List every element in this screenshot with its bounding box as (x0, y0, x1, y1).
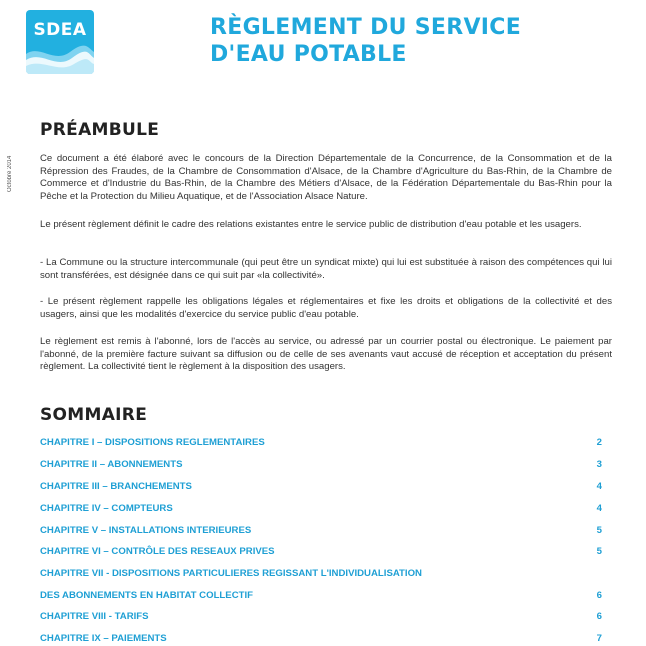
toc-item-label[interactable]: CHAPITRE I – DISPOSITIONS REGLEMENTAIRES (40, 437, 265, 448)
preambule-paragraph: - La Commune ou la structure intercommunale (qui peut être un syndicat mixte) qui lui est substituée à raison des compétences qui lui sont transférées, est désignée dans ce qui suit par «la collectivité». (40, 257, 612, 281)
toc-item-page: 6 (596, 611, 602, 622)
toc-item-page: 3 (596, 459, 602, 470)
toc-item-page: 4 (596, 503, 602, 514)
toc-item-page: 4 (596, 481, 602, 492)
toc-item-page: 5 (596, 525, 602, 536)
title-line-1: RÈGLEMENT DU SERVICE (210, 15, 522, 40)
preambule-heading: PRÉAMBULE (40, 120, 160, 140)
toc-item-label[interactable]: CHAPITRE IX – PAIEMENTS (40, 633, 167, 644)
toc-item-page: 6 (596, 590, 602, 601)
document-title (210, 14, 630, 68)
title-line-2: D'EAU POTABLE (210, 42, 407, 67)
preambule-paragraph: Le règlement est remis à l'abonné, lors de l'accès au service, ou adressé par un courrier postal ou électronique. Le paiement par l'abonné, de la première facture suivant sa diffusion ou de celle de ses avenants vaut accusé de réception et acceptation du présent règlement. La collectivité tient le règlement à la disposition des usagers. (40, 336, 612, 373)
toc-item-label[interactable]: CHAPITRE VIII - TARIFS (40, 611, 149, 622)
toc-item[interactable] (40, 503, 602, 519)
toc-item-label[interactable]: CHAPITRE V – INSTALLATIONS INTERIEURES (40, 525, 252, 536)
toc-item[interactable] (40, 481, 602, 497)
toc-item[interactable] (40, 568, 602, 584)
toc-item[interactable] (40, 633, 602, 646)
toc-item[interactable] (40, 611, 602, 627)
toc-item-label[interactable]: CHAPITRE II – ABONNEMENTS (40, 459, 183, 470)
preambule-paragraph: Ce document a été élaboré avec le concours de la Direction Départementale de la Concurrence, de la Consommation et de la Répression des Fraudes, de la Chambre de Consommation d'Alsace, de la Chambre d'Agriculture du Bas-Rhin, de la Chambre de Commerce et d'Industrie du Bas-Rhin, de la Chambre des Métiers d'Alsace, de la Fédération Départementale du Bas-Rhin pour la Pêche et la Protection du Milieu Aquatique, et de l'Association Alsace Nature. (40, 153, 612, 202)
toc-item-page: 7 (596, 633, 602, 644)
toc-item-label[interactable]: DES ABONNEMENTS EN HABITAT COLLECTIF (40, 590, 254, 601)
toc-item-page: 2 (596, 437, 602, 448)
toc-item-label[interactable]: CHAPITRE III – BRANCHEMENTS (40, 481, 192, 492)
toc-item[interactable] (40, 459, 602, 475)
toc-item-label[interactable]: CHAPITRE IV – COMPTEURS (40, 503, 173, 514)
toc-item[interactable] (40, 525, 602, 541)
toc-item[interactable] (40, 437, 602, 453)
wave-icon (26, 40, 94, 74)
preambule-paragraph: Le présent règlement définit le cadre des relations existantes entre le service public de distribution d'eau potable et les usagers. (40, 219, 582, 230)
logo-text: SDEA (33, 20, 87, 40)
toc-item[interactable] (40, 546, 602, 562)
side-date: Octobre 2014 (7, 155, 13, 192)
toc-item-label[interactable]: CHAPITRE VII - DISPOSITIONS PARTICULIERES REGISSANT L'INDIVIDUALISATION (40, 568, 422, 579)
toc-item[interactable] (40, 590, 602, 606)
toc-item-label[interactable]: CHAPITRE VI – CONTRÔLE DES RESEAUX PRIVES (40, 546, 275, 557)
preambule-paragraph: - Le présent règlement rappelle les obligations légales et réglementaires et fixe les droits et obligations de la collectivité et des usagers, ainsi que les modalités d'exercice du service public d'eau potable. (40, 296, 612, 320)
sommaire-heading: SOMMAIRE (40, 405, 148, 425)
sdea-logo (26, 10, 94, 74)
toc-item-page: 5 (596, 546, 602, 557)
